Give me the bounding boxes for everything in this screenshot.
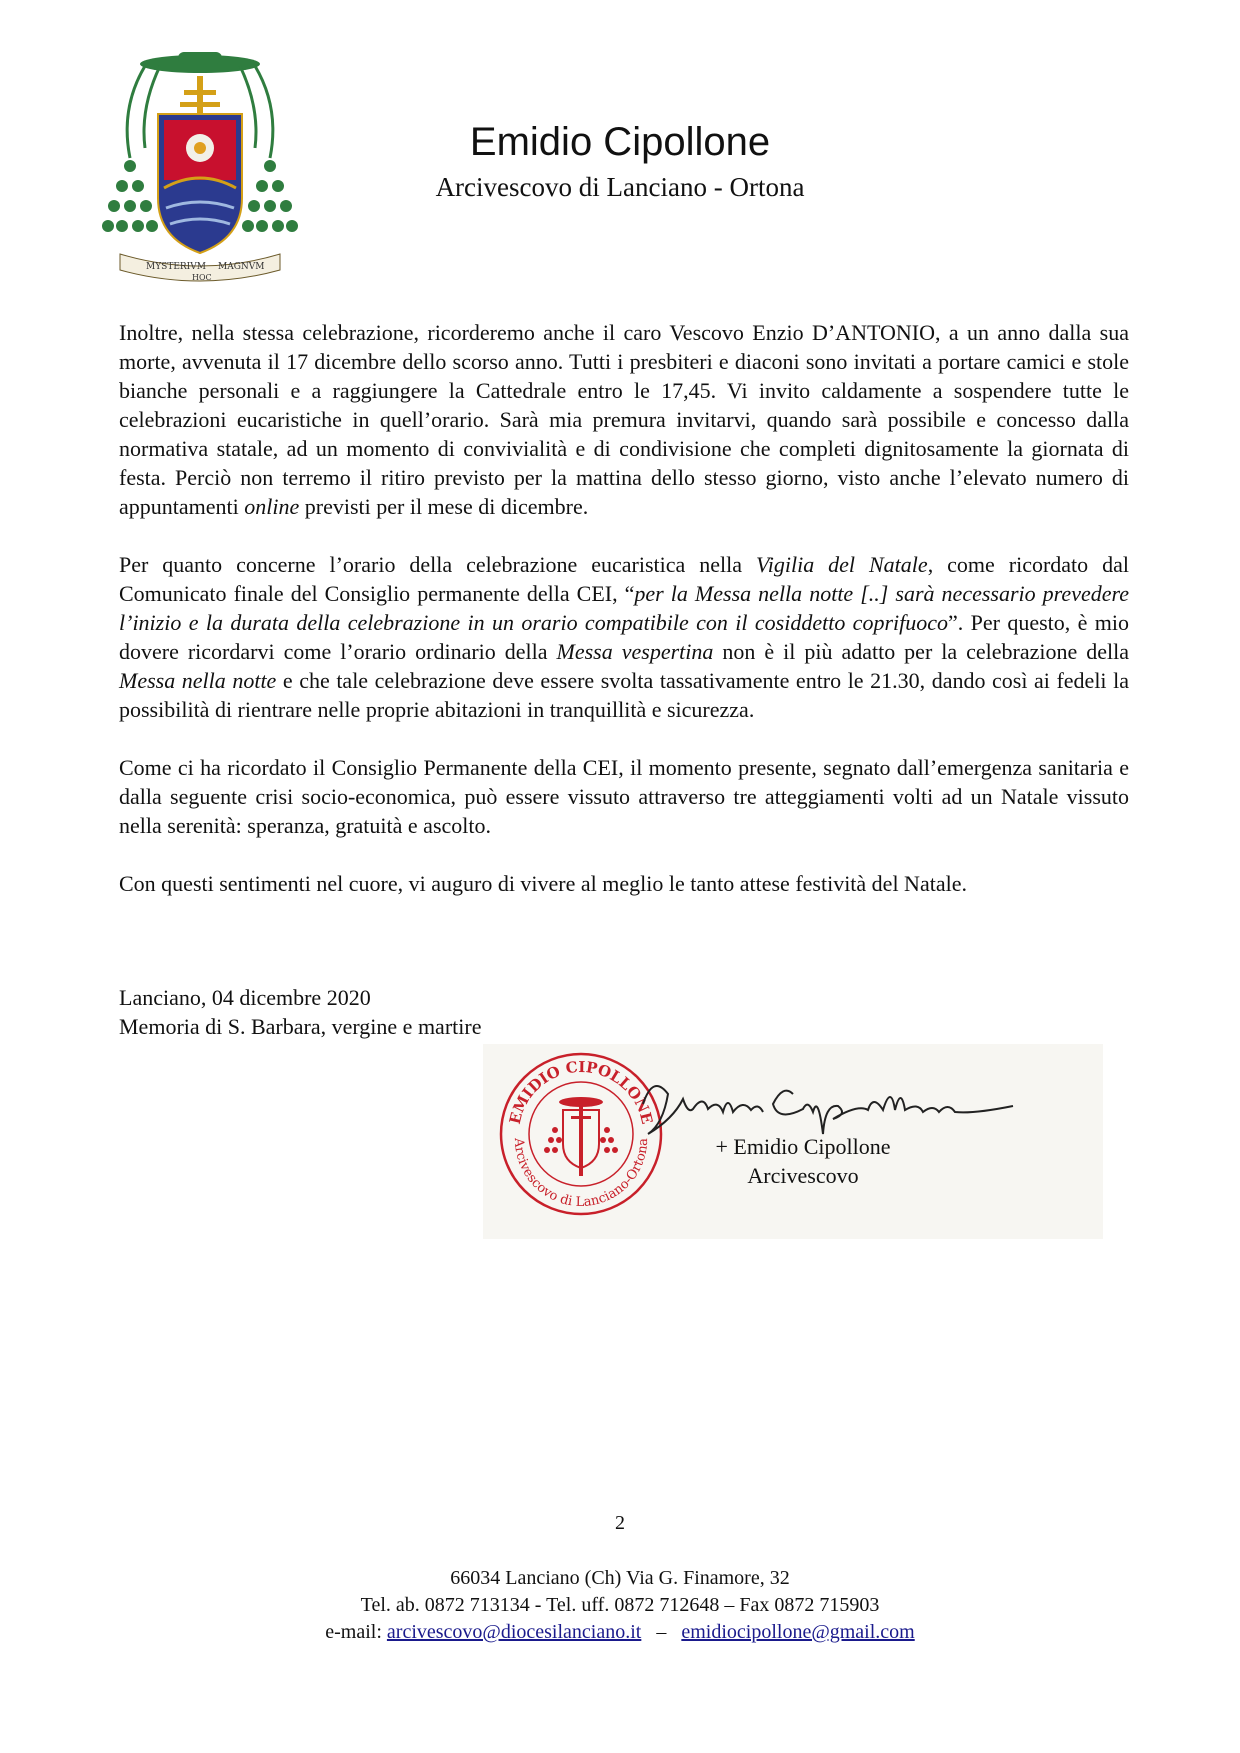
p1-text-1: Inoltre, nella stessa celebrazione, ricorderemo anche il caro Vescovo Enzio D’ANTONIO, a un anno dalla sua morte, avvenuta il 17 dicembre dello scorso anno. Tutti i presbiteri e diaconi sono invitati a portare camici e stole bianche personali e a raggiungere la Cattedrale entro le 17,45. Vi invito caldamente a sospendere tutte le celebrazioni eucaristiche in quell’orario. Sarà mia premura invitarvi, quando sarà possibile e concesso dalla normativa statale, ad un momento di convivialità e di condivisione che completi dignitosamente la giornata di festa. Perciò non terremo il ritiro previsto per la mattina dello stesso giorno, visto anche l’elevato numero di appuntamenti	[119, 320, 1129, 519]
p2-text-2: , come ricordato dal Comunicato finale del Consiglio permanente della CEI, “	[119, 552, 1130, 606]
paragraph-1	[119, 318, 1129, 521]
p1-text-2: previsti per il mese di dicembre.	[299, 494, 589, 519]
memoria-line: Memoria di S. Barbara, vergine e martire	[119, 1014, 482, 1039]
motto-left: MYSTERIVM	[146, 262, 206, 272]
paragraph-2	[119, 550, 1129, 724]
coat-of-arms	[100, 48, 300, 288]
signer-role: Arcivescovo	[747, 1163, 859, 1188]
p2-italic-4: Messa nella notte	[119, 668, 277, 693]
signature-block	[483, 1044, 1103, 1239]
footer	[0, 1565, 1240, 1646]
p2-text-5: e che tale celebrazione deve essere svolta tassativamente entro le 21.30, dando così ai fedeli la possibilità di rientrare nelle proprie abitazioni in tranquillità e sicurezza.	[119, 668, 1129, 722]
p2-text-4: non è il più adatto per la celebrazione della	[713, 639, 1130, 664]
p1-italic-1: online	[244, 494, 300, 519]
footer-address: 66034 Lanciano (Ch) Via G. Finamore, 32	[450, 1567, 790, 1589]
letterhead	[300, 118, 940, 204]
stamp-bottom-text: Arcivescovo di Lanciano-Ortona	[510, 1137, 652, 1211]
paragraph-4: Con questi sentimenti nel cuore, vi auguro di vivere al meglio le tanto attese festività del Natale.	[119, 871, 967, 896]
letter-body	[119, 318, 1129, 927]
email-link-personal[interactable]: emidiocipollone@gmail.com	[681, 1621, 915, 1643]
coat-of-arms-emblem	[100, 48, 300, 288]
footer-emails	[0, 1619, 1240, 1646]
footer-phones: Tel. ab. 0872 713134 - Tel. uff. 0872 712648 – Fax 0872 715903	[360, 1594, 880, 1616]
email-separator: –	[656, 1621, 667, 1643]
p2-italic-1: Vigilia del Natale	[755, 552, 928, 577]
p2-italic-3: Messa vespertina	[556, 639, 714, 664]
signer	[688, 1132, 918, 1190]
motto-right: MAGNVM	[218, 262, 265, 272]
p2-text-3: ”. Per questo, è mio dovere ricordarvi come l’orario ordinario della	[119, 610, 1129, 664]
p2-italic-2: per la Messa nella notte [..] sarà necessario prevedere l’inizio e la durata della celebrazione in un orario compatibile con il cosiddetto coprifuoco	[119, 581, 1129, 635]
paragraph-3: Come ci ha ricordato il Consiglio Permanente della CEI, il momento presente, segnato dall’emergenza sanitaria e dalla seguente crisi socio-economica, può essere vissuto attraverso tre atteggiamenti volti ad un Natale vissuto nella serenità: speranza, gratuità e ascolto.	[119, 755, 1129, 838]
dateline	[119, 983, 481, 1041]
stamp-top-text: EMIDIO CIPOLLONE	[505, 1057, 657, 1126]
page-number: 2	[615, 1512, 625, 1534]
email-link-arcivescovo[interactable]: arcivescovo@diocesilanciano.it	[386, 1621, 642, 1643]
letterhead-title: Arcivescovo di Lanciano - Ortona	[435, 172, 805, 202]
signer-name: + Emidio Cipollone	[715, 1134, 891, 1159]
email-label: e-mail:	[325, 1621, 382, 1643]
motto-center: HOC	[192, 273, 212, 282]
p2-text-1: Per quanto concerne l’orario della celebrazione eucaristica nella	[119, 552, 756, 577]
place-date: Lanciano, 04 dicembre 2020	[119, 985, 371, 1010]
letterhead-name: Emidio Cipollone	[469, 120, 771, 164]
